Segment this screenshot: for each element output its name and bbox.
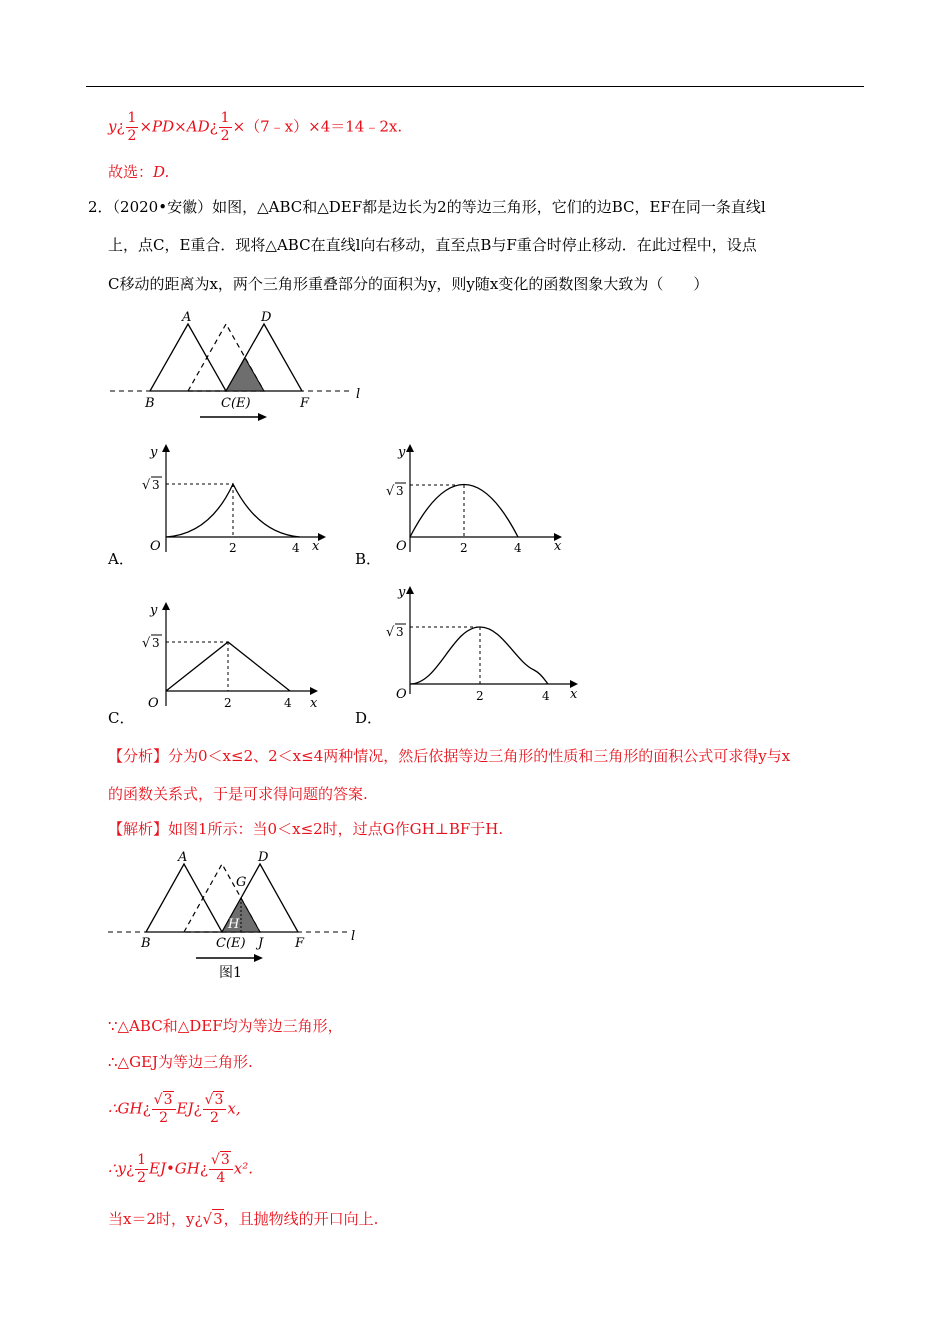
option-b-label[interactable]: B． <box>355 550 382 568</box>
label-l: l <box>351 929 356 944</box>
graph-b <box>384 442 574 557</box>
label-b: B <box>141 936 151 951</box>
frac-num: 1 <box>220 110 230 126</box>
step3-mid: EJ <box>176 1099 194 1118</box>
sqrt-value: 3 <box>213 1210 223 1228</box>
eq-glyph: ¿ <box>116 117 125 136</box>
var-y: y <box>108 117 117 136</box>
step-2: ∴△GEJ为等边三角形. <box>108 1053 253 1071</box>
half-fraction <box>135 1152 148 1187</box>
figure-1 <box>108 848 378 983</box>
y-label: y <box>398 585 406 600</box>
sqrt-value: 3 <box>163 1092 173 1108</box>
sqrt3-over-2 <box>152 1092 176 1127</box>
sqrt-value: 3 <box>152 636 160 650</box>
sqrt-sign: √ <box>386 625 395 640</box>
graph-c <box>140 600 330 715</box>
step5-text2: ，且抛物线的开口向上. <box>223 1210 379 1228</box>
sqrt-sign: √ <box>386 484 395 499</box>
origin-label: O <box>396 687 407 702</box>
frac-num: 1 <box>137 1152 146 1168</box>
x-label: x <box>312 539 320 554</box>
step3-prefix: ∴GH <box>108 1099 143 1118</box>
sqrt-sign: √ <box>142 636 151 651</box>
frac-den: 2 <box>209 1110 219 1126</box>
question-2-line2: 上，点C，E重合．现将△ABC在直线l向右移动，直至点B与F重合时停止移动．在此过程中，设点 <box>108 236 757 254</box>
frac-num: 1 <box>127 110 137 126</box>
half-fraction <box>126 110 139 145</box>
eq-glyph: ¿ <box>126 1159 135 1178</box>
eq-glyph: ¿ <box>193 1099 202 1118</box>
figure-caption: 图1 <box>219 965 242 981</box>
frac-num: √3 <box>203 1092 227 1110</box>
tick-2: 2 <box>229 541 237 555</box>
solution-line1 <box>108 818 503 840</box>
step-3 <box>108 1092 241 1127</box>
sqrt-value: 3 <box>396 484 404 498</box>
answer-value: D. <box>153 163 170 181</box>
x-label: x <box>554 539 562 554</box>
sqrt-value: 3 <box>220 1152 230 1168</box>
times-sign: × <box>174 117 187 136</box>
x-label: x <box>310 696 318 711</box>
seg-pd: PD <box>152 117 175 136</box>
step5-text1: 当x＝2时，y <box>108 1210 195 1228</box>
half-fraction-2 <box>219 110 232 145</box>
step-1: ∵△ABC和△DEF均为等边三角形， <box>108 1017 343 1035</box>
tick-4: 4 <box>284 696 292 710</box>
option-a-label[interactable]: A． <box>108 550 134 568</box>
origin-label: O <box>150 539 161 554</box>
label-ce: C(E) <box>221 396 251 411</box>
question-2-line1 <box>88 196 766 218</box>
prev-formula <box>108 110 402 145</box>
sqrt-value: 3 <box>152 478 160 492</box>
label-l: l <box>356 387 361 402</box>
y-arrow <box>406 444 414 452</box>
frac-num: √3 <box>209 1152 233 1170</box>
eq-glyph: ¿ <box>194 1210 203 1228</box>
move-arrow-head <box>254 954 263 962</box>
analysis-tag: 【分析】 <box>108 747 169 765</box>
sqrt3-over-2-b <box>203 1092 227 1127</box>
question-source: （2020•安徽） <box>112 198 213 216</box>
sqrt-sign: √ <box>142 478 151 493</box>
label-d: D <box>258 850 269 865</box>
step-4 <box>108 1152 253 1187</box>
step-5 <box>108 1208 378 1230</box>
frac-den: 2 <box>220 128 230 144</box>
eq-glyph: ¿ <box>209 117 218 136</box>
seg-ad: AD <box>186 117 210 136</box>
step4-mid: EJ•GH <box>149 1159 200 1178</box>
sqrt3-over-4 <box>209 1152 233 1187</box>
question-number: 2． <box>88 198 113 216</box>
label-ce: C(E) <box>216 936 246 951</box>
y-label: y <box>150 445 158 460</box>
tick-4: 4 <box>514 541 522 555</box>
tick-2: 2 <box>224 696 232 710</box>
origin-label: O <box>396 539 407 554</box>
frac-den: 2 <box>127 128 137 144</box>
solution-text: 如图1所示：当0＜x≤2时，过点G作GH⊥BF于H. <box>168 820 504 838</box>
tick-2: 2 <box>460 541 468 555</box>
header-rule <box>86 86 864 87</box>
origin-label: O <box>148 696 159 711</box>
frac-num: √3 <box>152 1092 176 1110</box>
step4-end: x². <box>233 1159 254 1178</box>
option-d-label[interactable]: D． <box>355 709 383 727</box>
y-arrow <box>162 444 170 452</box>
analysis-text: 分为0＜x≤2、2＜x≤4两种情况，然后依据等边三角形的性质和三角形的面积公式可求得y与x <box>168 747 791 765</box>
formula-tail: ×（7﹣x）×4＝14﹣2x. <box>232 117 403 136</box>
label-a: A <box>182 310 192 325</box>
frac-den: 2 <box>137 1170 146 1186</box>
answer-prefix: 故选： <box>108 163 154 181</box>
tick-4: 4 <box>542 689 550 703</box>
triangle-abc <box>150 324 226 391</box>
overlap-region <box>226 358 264 391</box>
x-label: x <box>570 687 578 702</box>
sqrt-sign: √ <box>202 1210 213 1228</box>
move-arrow-head <box>258 413 267 421</box>
frac-den: 4 <box>216 1170 226 1186</box>
analysis-line1 <box>108 745 790 767</box>
eq-glyph: ¿ <box>142 1099 151 1118</box>
step4-prefix: ∴y <box>108 1159 127 1178</box>
triangle-abc <box>146 864 222 932</box>
sqrt-value: 3 <box>396 625 404 639</box>
solution-tag: 【解析】 <box>108 820 169 838</box>
tick-4: 4 <box>292 541 300 555</box>
y-label: y <box>150 603 158 618</box>
prev-answer <box>108 161 169 183</box>
label-f: F <box>300 396 310 411</box>
label-g: G <box>236 875 247 890</box>
triangle-figure <box>110 310 380 425</box>
curve <box>410 627 548 684</box>
label-f: F <box>295 936 305 951</box>
frac-den: 2 <box>159 1110 169 1126</box>
label-h: H <box>228 917 240 932</box>
step3-end: x, <box>227 1099 241 1118</box>
eq-glyph: ¿ <box>199 1159 208 1178</box>
graph-d <box>384 582 589 703</box>
x-arrow <box>310 687 318 695</box>
sqrt-value: 3 <box>214 1092 224 1108</box>
times-sign: × <box>139 117 153 136</box>
y-label: y <box>398 445 406 460</box>
graph-a <box>140 442 330 557</box>
label-j: J <box>258 936 264 951</box>
question-2-line3: C移动的距离为x，两个三角形重叠部分的面积为y，则y随x变化的函数图象大致为（ ） <box>108 275 709 293</box>
question-text: 如图，△ABC和△DEF都是边长为2的等边三角形，它们的边BC，EF在同一条直线l <box>212 198 766 216</box>
y-arrow <box>162 602 170 610</box>
label-d: D <box>261 310 272 325</box>
label-b: B <box>145 396 155 411</box>
tick-2: 2 <box>476 689 484 703</box>
y-arrow <box>406 586 414 594</box>
label-a: A <box>178 850 188 865</box>
option-c-label[interactable]: C． <box>108 709 135 727</box>
analysis-line2: 的函数关系式，于是可求得问题的答案. <box>108 785 368 803</box>
